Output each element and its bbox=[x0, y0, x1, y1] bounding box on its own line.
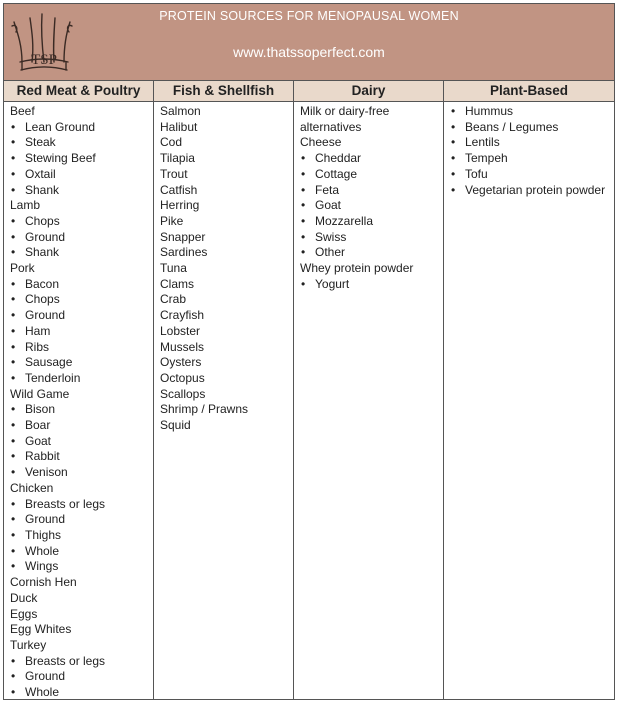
list-item: • Bacon bbox=[10, 277, 153, 293]
list-item: • Cheddar bbox=[300, 151, 443, 167]
list-item: • Goat bbox=[300, 198, 443, 214]
page-title: PROTEIN SOURCES FOR MENOPAUSAL WOMEN bbox=[159, 9, 459, 23]
category-label: Milk or dairy-free alternatives bbox=[300, 104, 390, 134]
list-item: • Tofu bbox=[450, 167, 614, 183]
list-item: • Whole bbox=[10, 544, 153, 560]
category-label: Octopus bbox=[160, 370, 205, 385]
protein-sources-page bbox=[3, 3, 615, 700]
column-heading-red-meat-poultry: Red Meat & Poultry bbox=[4, 81, 154, 101]
table-body bbox=[4, 102, 614, 699]
category-label: Tuna bbox=[160, 261, 187, 276]
list-item: • Whole bbox=[10, 685, 153, 699]
category-label: Duck bbox=[10, 590, 38, 605]
category-label: Halibut bbox=[160, 119, 198, 134]
website-url: www.thatssoperfect.com bbox=[233, 44, 385, 60]
category-label: Beef bbox=[10, 104, 35, 118]
category-label: Catfish bbox=[160, 182, 198, 197]
category-label: Turkey bbox=[10, 637, 47, 652]
category-label: Sardines bbox=[160, 245, 208, 260]
column-dairy bbox=[294, 102, 444, 699]
list-item: • Hummus bbox=[450, 104, 614, 120]
category-label: Chicken bbox=[10, 480, 54, 495]
list-item: • Tempeh bbox=[450, 151, 614, 167]
category-label: Mussels bbox=[160, 339, 205, 354]
category-label: Crayfish bbox=[160, 308, 205, 323]
table-header-row bbox=[4, 80, 614, 102]
category-label: Lobster bbox=[160, 323, 201, 338]
list-item: • Rabbit bbox=[10, 449, 153, 465]
category-label: Cheese bbox=[300, 135, 342, 150]
column-red-meat-poultry bbox=[4, 102, 154, 699]
category-label: Salmon bbox=[160, 104, 201, 118]
list-item: • Ground bbox=[10, 512, 153, 528]
category-label: Pork bbox=[10, 261, 35, 276]
list-item: • Breasts or legs bbox=[10, 654, 153, 670]
category-label: Herring bbox=[160, 198, 200, 213]
list-item: • Chops bbox=[10, 292, 153, 308]
category-label: Egg Whites bbox=[10, 622, 72, 637]
list-item: • Mozzarella bbox=[300, 214, 443, 230]
list-item: • Lean Ground bbox=[10, 120, 153, 136]
list-item: • Bison bbox=[10, 402, 153, 418]
list-item: • Beans / Legumes bbox=[450, 120, 614, 136]
list-item: • Ribs bbox=[10, 340, 153, 356]
list-item: • Yogurt bbox=[300, 277, 443, 293]
category-label: Scallops bbox=[160, 386, 206, 401]
category-label: Shrimp / Prawns bbox=[160, 402, 249, 417]
category-label: Tilapia bbox=[160, 151, 195, 166]
list-item: • Ground bbox=[10, 308, 153, 324]
category-label: Cod bbox=[160, 135, 183, 150]
column-heading-fish-shellfish: Fish & Shellfish bbox=[154, 81, 294, 101]
list-item: • Feta bbox=[300, 183, 443, 199]
category-label: Pike bbox=[160, 213, 184, 228]
list-item: • Steak bbox=[10, 135, 153, 151]
category-label: Oysters bbox=[160, 355, 202, 370]
category-label: Lamb bbox=[10, 198, 41, 213]
category-label: Clams bbox=[160, 276, 195, 291]
column-plant-based bbox=[444, 102, 614, 699]
list-item: • Oxtail bbox=[10, 167, 153, 183]
category-label: Cornish Hen bbox=[10, 575, 77, 590]
list-item: • Boar bbox=[10, 418, 153, 434]
list-item: • Shank bbox=[10, 183, 153, 199]
category-label: Snapper bbox=[160, 229, 206, 244]
list-item: • Breasts or legs bbox=[10, 497, 153, 513]
list-item: • Lentils bbox=[450, 135, 614, 151]
list-item: • Ham bbox=[10, 324, 153, 340]
list-item: • Goat bbox=[10, 434, 153, 450]
list-item: • Swiss bbox=[300, 230, 443, 246]
category-label: Crab bbox=[160, 292, 187, 307]
category-label: Eggs bbox=[10, 606, 38, 621]
list-item: • Shank bbox=[10, 245, 153, 261]
list-item: • Wings bbox=[10, 559, 153, 575]
column-heading-dairy: Dairy bbox=[294, 81, 444, 101]
list-item: • Sausage bbox=[10, 355, 153, 371]
category-label: Trout bbox=[160, 166, 188, 181]
list-item: • Tenderloin bbox=[10, 371, 153, 387]
list-item: • Stewing Beef bbox=[10, 151, 153, 167]
column-heading-plant-based: Plant-Based bbox=[489, 83, 569, 98]
list-item: • Ground bbox=[10, 230, 153, 246]
list-item: • Venison bbox=[10, 465, 153, 481]
column-fish-shellfish bbox=[154, 102, 294, 699]
list-item: • Ground bbox=[10, 669, 153, 685]
logo-text: TSP bbox=[31, 52, 57, 68]
list-item: • Vegetarian protein powder bbox=[450, 183, 614, 199]
category-label: Whey protein powder bbox=[300, 261, 414, 276]
list-item: • Other bbox=[300, 245, 443, 261]
category-label: Wild Game bbox=[10, 386, 70, 401]
category-label: Squid bbox=[160, 418, 191, 433]
list-item: • Cottage bbox=[300, 167, 443, 183]
list-item: • Thighs bbox=[10, 528, 153, 544]
list-item: • Chops bbox=[10, 214, 153, 230]
page-header bbox=[4, 4, 614, 80]
